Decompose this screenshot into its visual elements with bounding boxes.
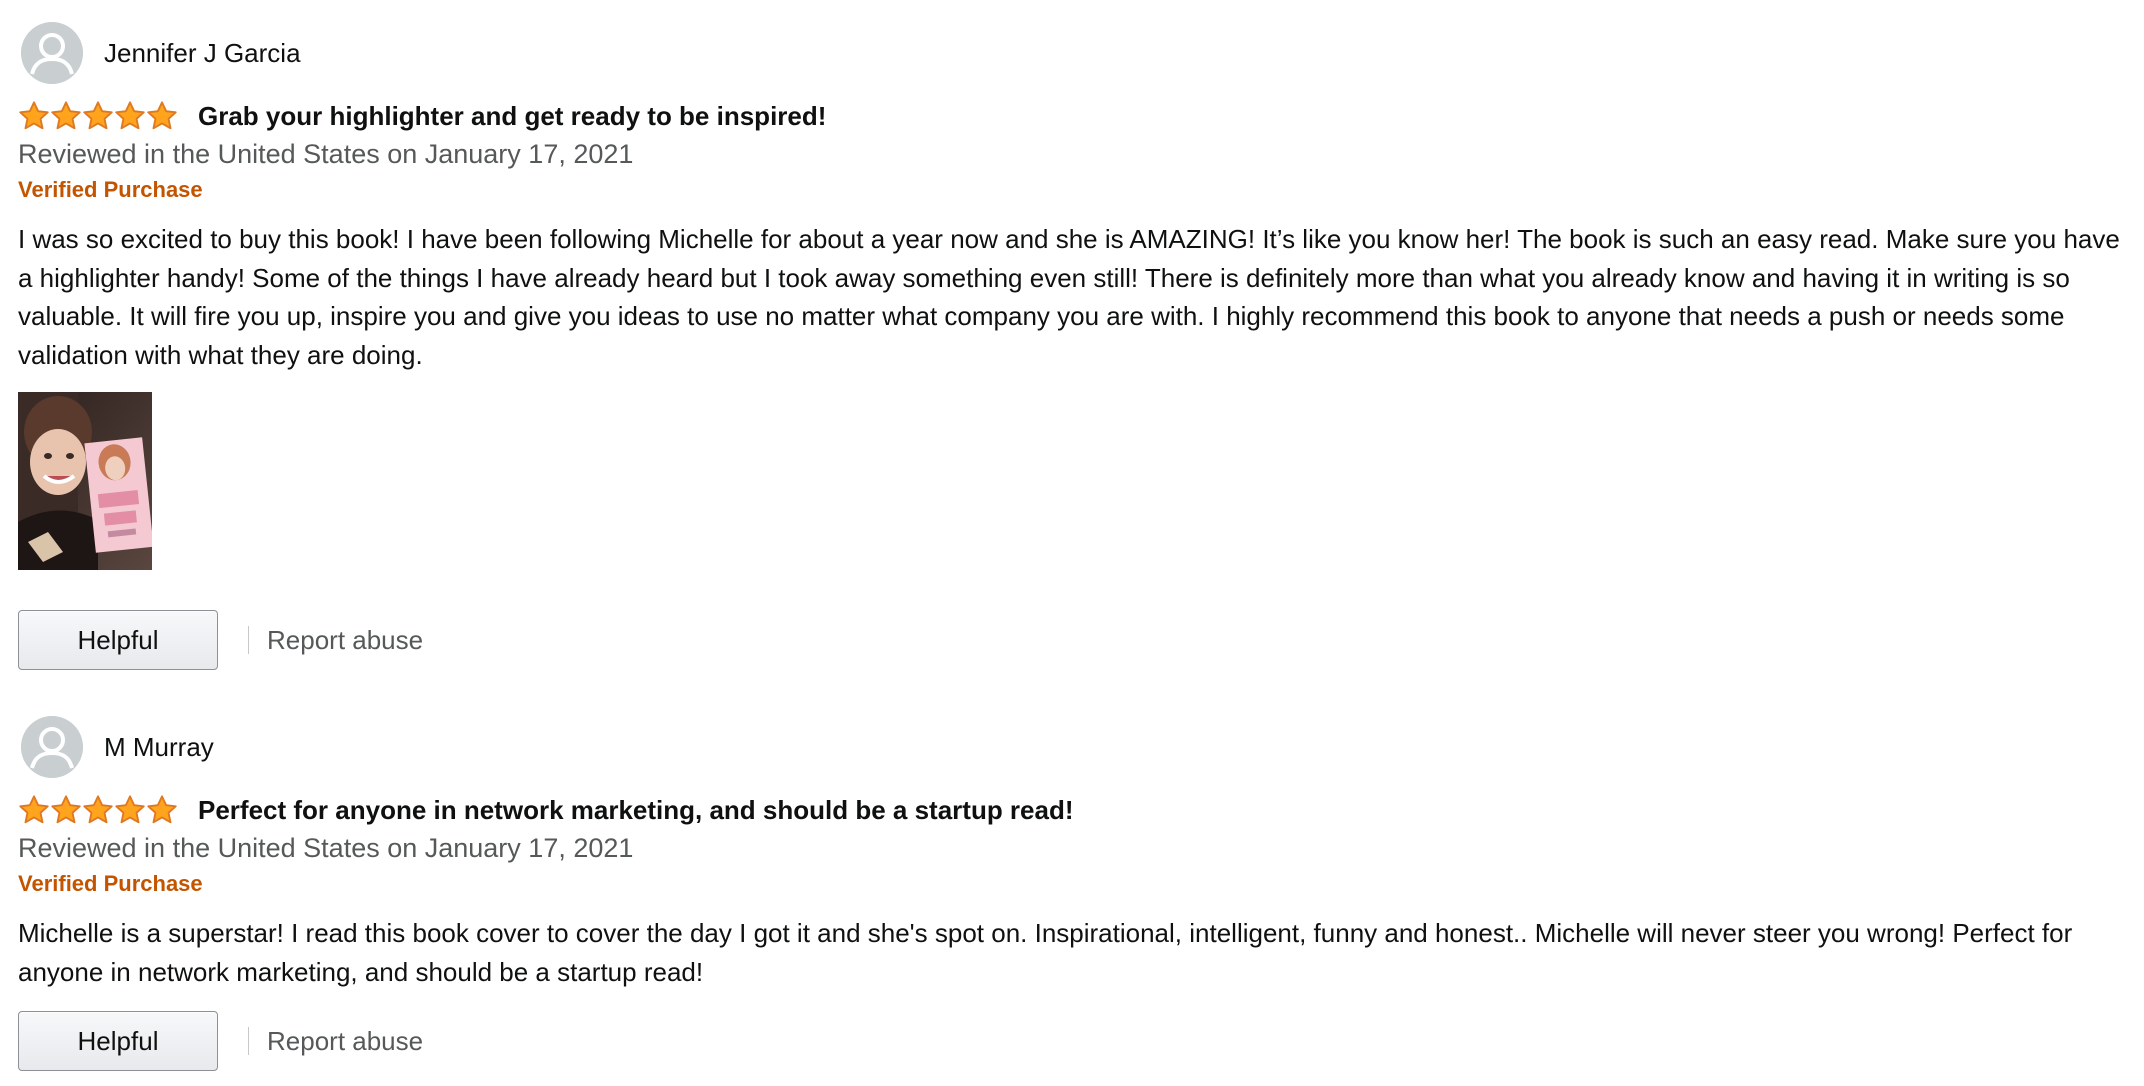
avatar[interactable] — [21, 22, 83, 84]
star-rating[interactable] — [18, 794, 178, 826]
review-title-row — [18, 792, 2128, 828]
helpful-button[interactable]: Helpful — [18, 610, 218, 670]
review-title-row — [18, 98, 2128, 134]
reviewer-profile[interactable] — [18, 716, 2128, 778]
reviewer-name[interactable]: Jennifer J Garcia — [104, 38, 301, 68]
review-title[interactable]: Perfect for anyone in network marketing, and should be a startup read! — [198, 795, 1074, 825]
verified-purchase-badge[interactable]: Verified Purchase — [18, 177, 203, 202]
user-silhouette-icon — [21, 22, 83, 84]
review-card — [18, 22, 2128, 670]
star-icon — [82, 100, 114, 132]
review-card — [18, 716, 2128, 1071]
reviewer-profile[interactable] — [18, 22, 2128, 84]
star-icon — [114, 100, 146, 132]
review-actions — [18, 1011, 2128, 1071]
review-actions — [18, 610, 2128, 670]
review-photo[interactable] — [18, 392, 152, 570]
avatar[interactable] — [21, 716, 83, 778]
star-icon — [146, 100, 178, 132]
star-icon — [50, 100, 82, 132]
action-divider — [248, 626, 249, 654]
user-silhouette-icon — [21, 716, 83, 778]
star-icon — [114, 794, 146, 826]
star-icon — [18, 100, 50, 132]
verified-purchase-badge[interactable]: Verified Purchase — [18, 871, 203, 896]
helpful-button[interactable]: Helpful — [18, 1011, 218, 1071]
review-photo-image — [18, 392, 152, 570]
review-date: Reviewed in the United States on January 17, 2021 — [18, 139, 634, 169]
star-icon — [18, 794, 50, 826]
star-rating[interactable] — [18, 100, 178, 132]
star-icon — [82, 794, 114, 826]
review-date: Reviewed in the United States on January 17, 2021 — [18, 833, 634, 863]
review-body: I was so excited to buy this book! I have been following Michelle for about a year now and she is AMAZING! It’s like you know her! The book is such an easy read. Make sure you have a highlighter handy! Some of the things I have already heard but I took away something even still! There is definitely more than what you already know and having it in writing is so valuable. It will fire you up, inspire you and give you ideas to use no matter what company you are with. I highly recommend this book to anyone that needs a push or needs some validation with what they are doing. — [18, 224, 2120, 370]
report-abuse-link[interactable]: Report abuse — [267, 624, 424, 655]
reviewer-name[interactable]: M Murray — [104, 732, 214, 762]
review-body: Michelle is a superstar! I read this book cover to cover the day I got it and she's spot on. Inspirational, intelligent, funny and honest.. Michelle will never steer you wrong! Perfect for anyone in network marketing, and should be a startup read! — [18, 918, 2073, 987]
star-icon — [50, 794, 82, 826]
report-abuse-link[interactable]: Report abuse — [267, 1025, 424, 1056]
action-divider — [248, 1027, 249, 1055]
star-icon — [146, 794, 178, 826]
review-title[interactable]: Grab your highlighter and get ready to be inspired! — [198, 101, 827, 131]
